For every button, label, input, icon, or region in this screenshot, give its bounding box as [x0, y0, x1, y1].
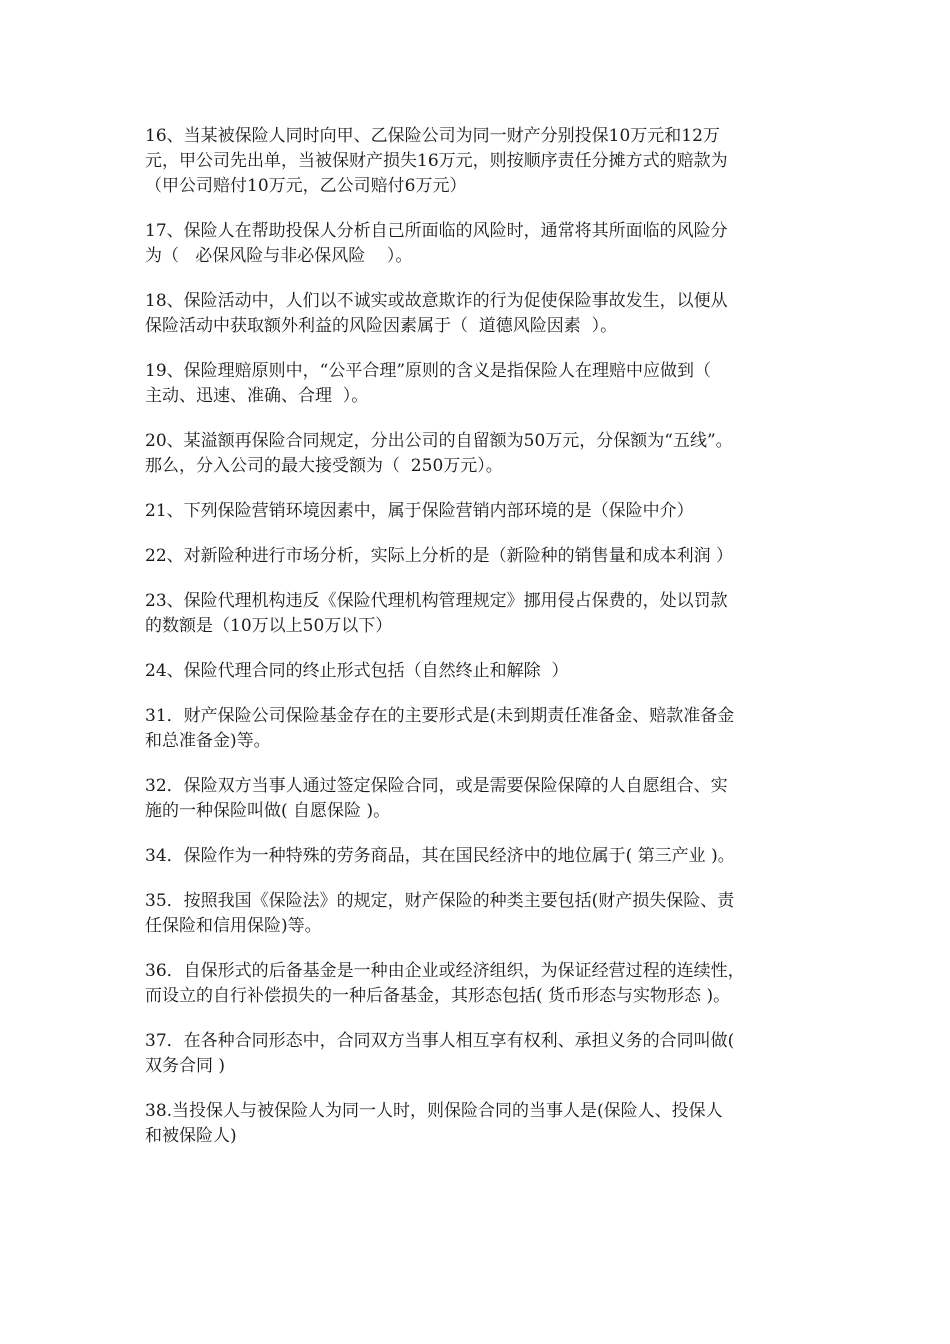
- question-17: 17、保险人在帮助投保人分析自己所面临的风险时，通常将其所面临的风险分 为（ 必保风险与非必保风险 ）。: [145, 221, 728, 266]
- question-31: 31．财产保险公司保险基金存在的主要形式是(未到期责任准备金、赔款准备金 和总准备金)等。: [145, 706, 735, 751]
- question-19: 19、保险理赔原则中，“公平合理”原则的含义是指保险人在理赔中应做到（ 主动、迅速、准确、合理 ）。: [145, 361, 712, 406]
- question-21: 21、下列保险营销环境因素中，属于保险营销内部环境的是（保险中介）: [145, 501, 694, 521]
- question-34: 34．保险作为一种特殊的劳务商品，其在国民经济中的地位属于( 第三产业 )。: [145, 846, 735, 866]
- question-37: 37．在各种合同形态中，合同双方当事人相互享有权利、承担义务的合同叫做( 双务合同 ): [145, 1031, 735, 1076]
- document-body: [145, 124, 825, 1169]
- question-20: 20、某溢额再保险合同规定，分出公司的自留额为50万元，分保额为“五线”。 那么，分入公司的最大接受额为（ 250万元）。: [145, 431, 733, 476]
- question-36: 36．自保形式的后备基金是一种由企业或经济组织，为保证经营过程的连续性， 而设立的自行补偿损失的一种后备基金，其形态包括( 货币形态与实物形态 )。: [145, 961, 745, 1006]
- question-22: 22、对新险种进行市场分析，实际上分析的是（新险种的销售量和成本利润 ）: [145, 546, 734, 566]
- question-35: 35．按照我国《保险法》的规定，财产保险的种类主要包括(财产损失保险、责 任保险和信用保险)等。: [145, 891, 735, 936]
- question-23: 23、保险代理机构违反《保险代理机构管理规定》挪用侵占保费的，处以罚款 的数额是（10万以上50万以下）: [145, 591, 728, 636]
- question-38: 38.当投保人与被保险人为同一人时，则保险合同的当事人是(保险人、投保人 和被保险人): [145, 1101, 723, 1146]
- question-24: 24、保险代理合同的终止形式包括（自然终止和解除 ）: [145, 661, 569, 681]
- question-16: 16、当某被保险人同时向甲、乙保险公司为同一财产分别投保10万元和12万 元，甲公司先出单，当被保财产损失16万元，则按顺序责任分摊方式的赔款为 （甲公司赔付10万元，乙公司赔付6万元）: [145, 126, 728, 196]
- question-32: 32．保险双方当事人通过签定保险合同，或是需要保险保障的人自愿组合、实 施的一种保险叫做( 自愿保险 )。: [145, 776, 728, 821]
- question-18: 18、保险活动中，人们以不诚实或故意欺诈的行为促使保险事故发生，以便从 保险活动中获取额外利益的风险因素属于（ 道德风险因素 ）。: [145, 291, 728, 336]
